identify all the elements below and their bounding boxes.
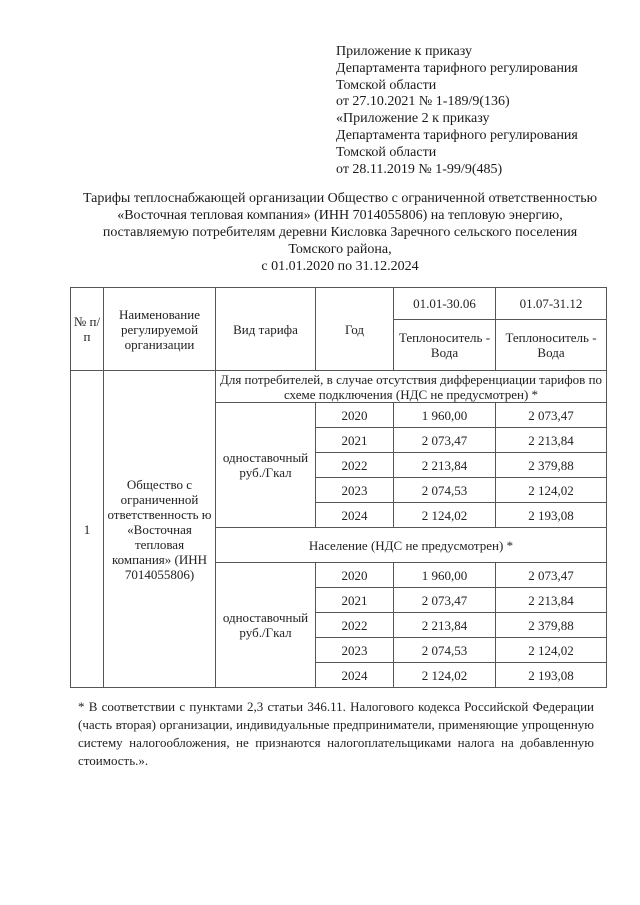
table-header-row (71, 288, 607, 320)
appendix-line: «Приложение 2 к приказу (336, 111, 490, 127)
value-cell: 2 213,84 (394, 613, 496, 638)
value-cell: 2 073,47 (496, 563, 607, 588)
value-cell: 2 213,84 (496, 428, 607, 453)
appendix-line: Департамента тарифного регулирования (336, 60, 578, 76)
year-cell: 2022 (316, 613, 394, 638)
value-cell: 2 193,08 (496, 503, 607, 528)
title-line: поставляемую потребителям деревни Кисловка Заречного сельского поселения (102, 225, 578, 240)
group-title: Население (НДС не предусмотрен) * (216, 528, 607, 563)
year-cell: 2024 (316, 503, 394, 528)
year-cell: 2024 (316, 663, 394, 688)
header-carrier2: Теплоноситель - Вода (496, 320, 607, 371)
value-cell: 1 960,00 (394, 403, 496, 428)
header-carrier1: Теплоноситель - Вода (394, 320, 496, 371)
appendix-line: от 27.10.2021 № 1-189/9(136) (336, 94, 510, 110)
document-title (70, 190, 610, 275)
year-cell: 2023 (316, 478, 394, 503)
header-period2: 01.07-31.12 (496, 288, 607, 320)
group-title-row (71, 371, 607, 403)
header-period1: 01.01-30.06 (394, 288, 496, 320)
appendix-line: от 28.11.2019 № 1-99/9(485) (336, 161, 503, 177)
footnote: * В соответствии с пунктами 2,3 статьи 346.11. Налогового кодекса Российской Федерации (часть вторая) организации, индивидуальные предприниматели, применяющие упрощенную систему налогообложения, не признаются налогоплательщиками налога на добавленную стоимость.». (78, 699, 594, 768)
appendix-line: Томской области (336, 77, 437, 93)
value-cell: 2 124,02 (394, 503, 496, 528)
value-cell: 2 073,47 (394, 428, 496, 453)
header-tariff-type: Вид тарифа (216, 288, 316, 371)
year-cell: 2020 (316, 563, 394, 588)
row-number: 1 (71, 371, 104, 688)
appendix-line: Приложение к приказу (336, 44, 472, 59)
value-cell: 2 074,53 (394, 478, 496, 503)
title-line: Томского района, (288, 242, 392, 257)
value-cell: 2 124,02 (496, 478, 607, 503)
value-cell: 1 960,00 (394, 563, 496, 588)
tariff-table (70, 287, 607, 688)
appendix-header (336, 44, 578, 178)
year-cell: 2021 (316, 588, 394, 613)
header-org: Наименование регулируемой организации (104, 288, 216, 371)
title-line: Тарифы теплоснабжающей организации Общество с ограниченной ответственностью (82, 191, 598, 206)
value-cell: 2 213,84 (394, 453, 496, 478)
tariff-type: одноставочный руб./Гкал (216, 563, 316, 688)
value-cell: 2 074,53 (394, 638, 496, 663)
year-cell: 2023 (316, 638, 394, 663)
org-name: Общество с ограниченной ответственность ю «Восточная тепловая компания» (ИНН 7014055806) (104, 371, 216, 688)
header-year: Год (316, 288, 394, 371)
value-cell: 2 379,88 (496, 613, 607, 638)
value-cell: 2 213,84 (496, 588, 607, 613)
value-cell: 2 124,02 (394, 663, 496, 688)
appendix-line: Департамента тарифного регулирования (336, 127, 578, 143)
year-cell: 2020 (316, 403, 394, 428)
group-title: Для потребителей, в случае отсутствия дифференциации тарифов по схеме подключения (НДС не предусмотрен) * (216, 371, 607, 403)
year-cell: 2021 (316, 428, 394, 453)
tariff-type: одноставочный руб./Гкал (216, 403, 316, 528)
title-line: «Восточная тепловая компания» (ИНН 7014055806) на тепловую энергию, (117, 208, 563, 223)
value-cell: 2 379,88 (496, 453, 607, 478)
header-num: № п/п (71, 288, 104, 371)
title-line: с 01.01.2020 по 31.12.2024 (261, 259, 419, 274)
appendix-line: Томской области (336, 144, 437, 160)
value-cell: 2 193,08 (496, 663, 607, 688)
value-cell: 2 073,47 (394, 588, 496, 613)
value-cell: 2 124,02 (496, 638, 607, 663)
value-cell: 2 073,47 (496, 403, 607, 428)
year-cell: 2022 (316, 453, 394, 478)
